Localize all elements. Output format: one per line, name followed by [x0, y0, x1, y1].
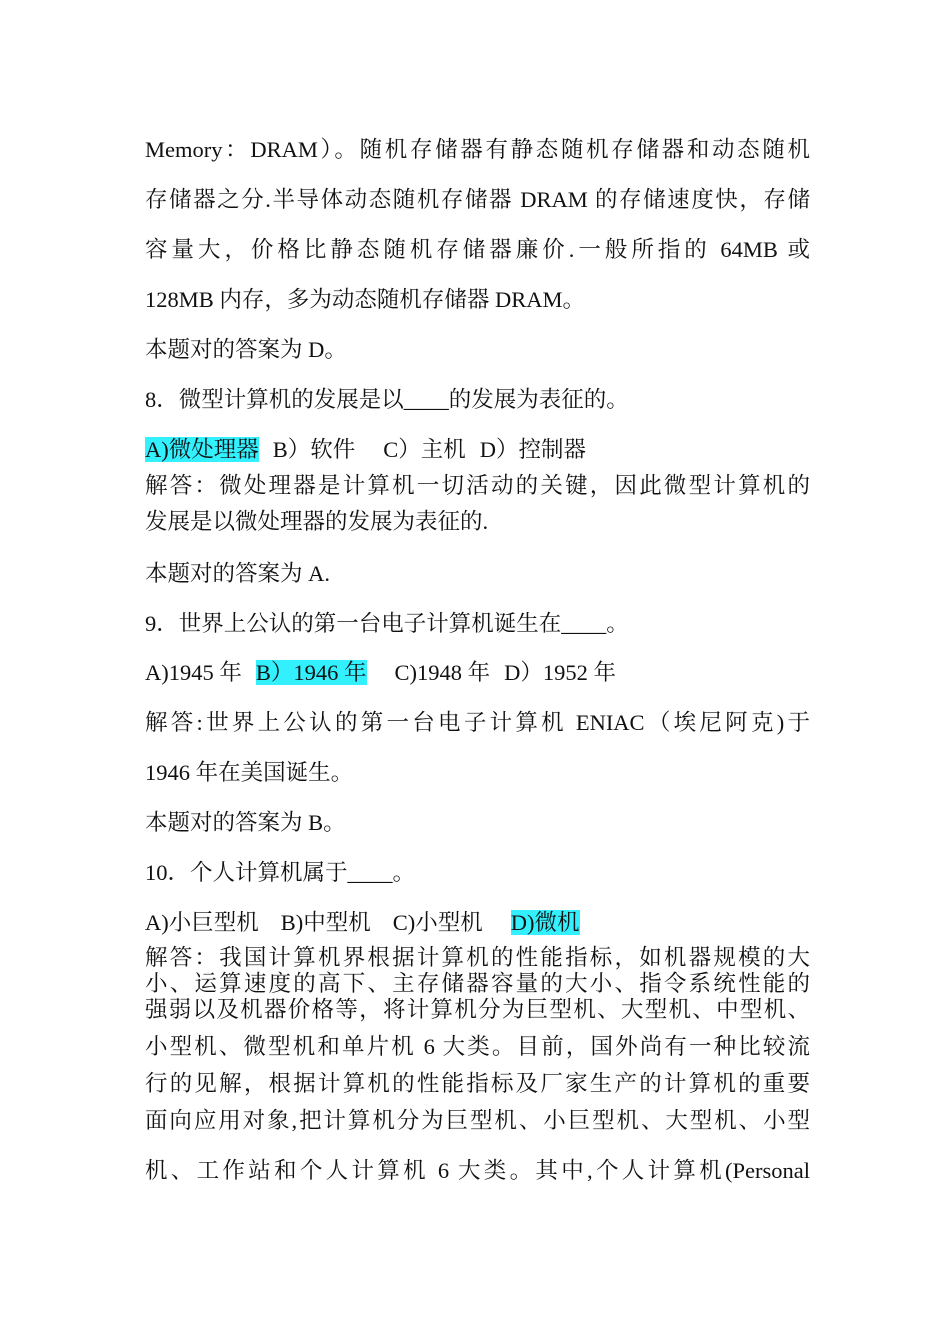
answer-line: 本题对的答案为 B。	[145, 810, 346, 835]
answer-line: 本题对的答案为 D。	[145, 337, 347, 362]
explanation-line: 面向应用对象,把计算机分为巨型机、小巨型机、大型机、小型	[145, 1108, 810, 1133]
option-d: D）控制器	[479, 437, 587, 462]
option-b: B)中型机	[280, 910, 371, 935]
explanation-line: 发展是以微处理器的发展为表征的.	[145, 509, 489, 534]
option-a: A)小巨型机	[145, 910, 259, 935]
option-b-highlighted: B）1946 年	[255, 660, 367, 685]
explanation-line: 解答：我国计算机界根据计算机的性能指标，如机器规模的大	[145, 945, 810, 970]
explanation-line: 小型机、微型机和单片机 6 大类。目前，国外尚有一种比较流	[145, 1034, 810, 1059]
option-a: A)1945 年	[145, 660, 242, 685]
explanation-line: 强弱以及机器价格等，将计算机分为巨型机、大型机、中型机、	[145, 997, 810, 1022]
question-8: 8．微型计算机的发展是以____的发展为表征的。	[145, 387, 629, 412]
question-8-options	[145, 436, 810, 464]
question-10: 10．个人计算机属于____。	[145, 860, 416, 885]
question-9: 9．世界上公认的第一台电子计算机诞生在____。	[145, 611, 629, 636]
option-a-highlighted: A)微处理器	[145, 437, 259, 462]
option-d-highlighted: D)微机	[510, 910, 580, 935]
option-d: D）1952 年	[504, 660, 617, 685]
explanation-line: 解答:世界上公认的第一台电子计算机 ENIAC（埃尼阿克)于	[145, 710, 810, 735]
option-c: C)1948 年	[394, 660, 491, 685]
paragraph-line: 容量大，价格比静态随机存储器廉价.一般所指的 64MB 或	[145, 237, 810, 262]
explanation-line: 机、工作站和个人计算机 6 大类。其中,个人计算机(Personal	[145, 1158, 810, 1183]
paragraph-line: 存储器之分.半导体动态随机存储器 DRAM 的存储速度快，存储	[145, 187, 810, 212]
answer-line: 本题对的答案为 A.	[145, 561, 330, 586]
explanation-line: 解答：微处理器是计算机一切活动的关键，因此微型计算机的	[145, 473, 810, 498]
paragraph-line: 128MB 内存，多为动态随机存储器 DRAM。	[145, 287, 586, 312]
explanation-line: 小、运算速度的高下、主存储器容量的大小、指令系统性能的	[145, 971, 810, 996]
paragraph-line: Memory：DRAM）。随机存储器有静态随机存储器和动态随机	[145, 137, 810, 162]
question-10-options	[145, 909, 810, 937]
option-c: C)小型机	[392, 910, 483, 935]
explanation-line: 1946 年在美国诞生。	[145, 760, 354, 785]
question-9-options	[145, 659, 810, 687]
explanation-line: 行的见解，根据计算机的性能指标及厂家生产的计算机的重要	[145, 1071, 810, 1096]
option-c: C）主机	[383, 437, 466, 462]
option-b: B）软件	[272, 437, 356, 462]
